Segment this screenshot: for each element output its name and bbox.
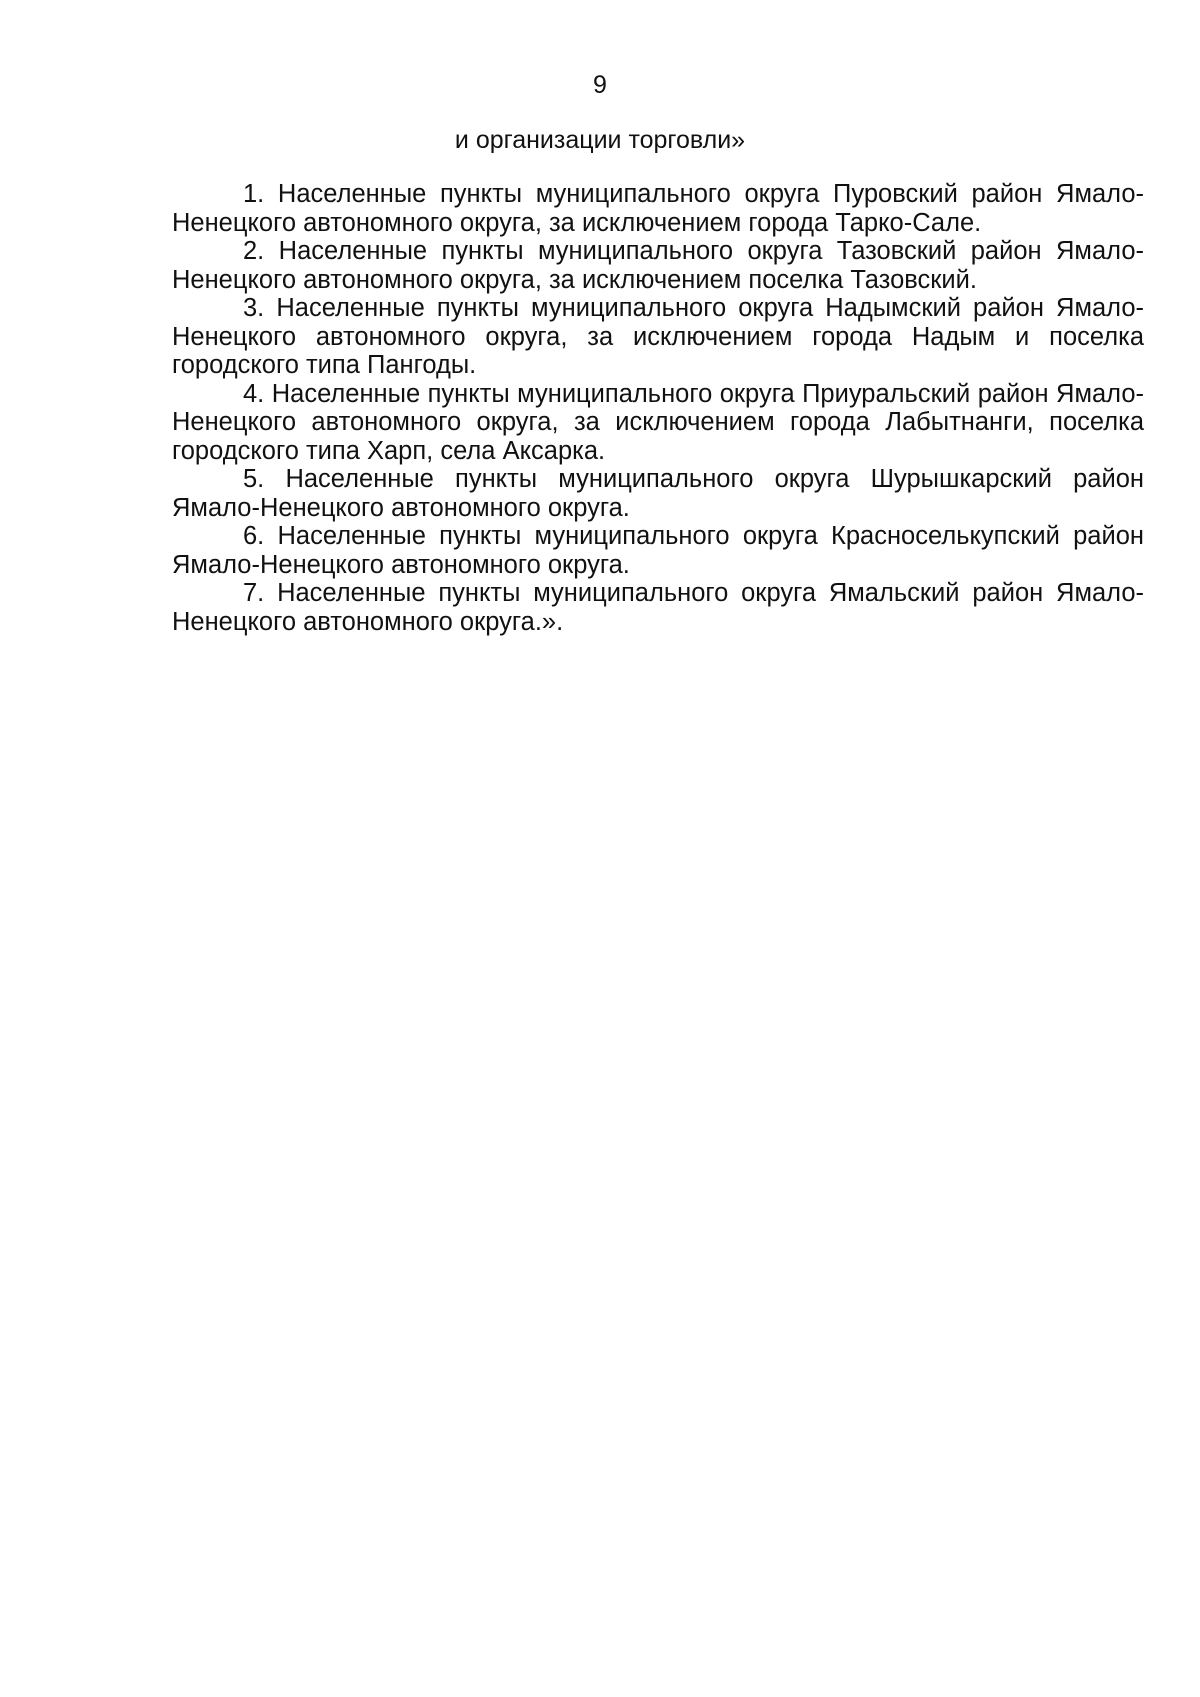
list-item: 4. Населенные пункты муниципального округа Приуральский район Ямало-Ненецкого автономного округа, за исключением города Лабытнанги, поселка городского типа Харп, села Аксарка. — [172, 379, 1144, 465]
settlement-list — [172, 180, 1144, 636]
list-item: 6. Населенные пункты муниципального округа Красноселькупский район Ямало-Ненецкого автономного округа. — [172, 522, 1144, 579]
list-item: 7. Населенные пункты муниципального округа Ямальский район Ямало-Ненецкого автономного округа.». — [172, 579, 1144, 636]
list-item: 2. Населенные пункты муниципального округа Тазовский район Ямало-Ненецкого автономного округа, за исключением поселка Тазовский. — [172, 237, 1144, 294]
list-item: 3. Населенные пункты муниципального округа Надымский район Ямало-Ненецкого автономного округа, за исключением города Надым и поселка городского типа Пангоды. — [172, 294, 1144, 379]
page-number: 9 — [593, 71, 607, 99]
list-item: 5. Населенные пункты муниципального округа Шурышкарский район Ямало-Ненецкого автономного округа. — [172, 465, 1144, 522]
list-item: 1. Населенные пункты муниципального округа Пуровский район Ямало-Ненецкого автономного округа, за исключением города Тарко-Сале. — [172, 180, 1144, 237]
heading-fragment: и организации торговли» — [454, 126, 746, 154]
